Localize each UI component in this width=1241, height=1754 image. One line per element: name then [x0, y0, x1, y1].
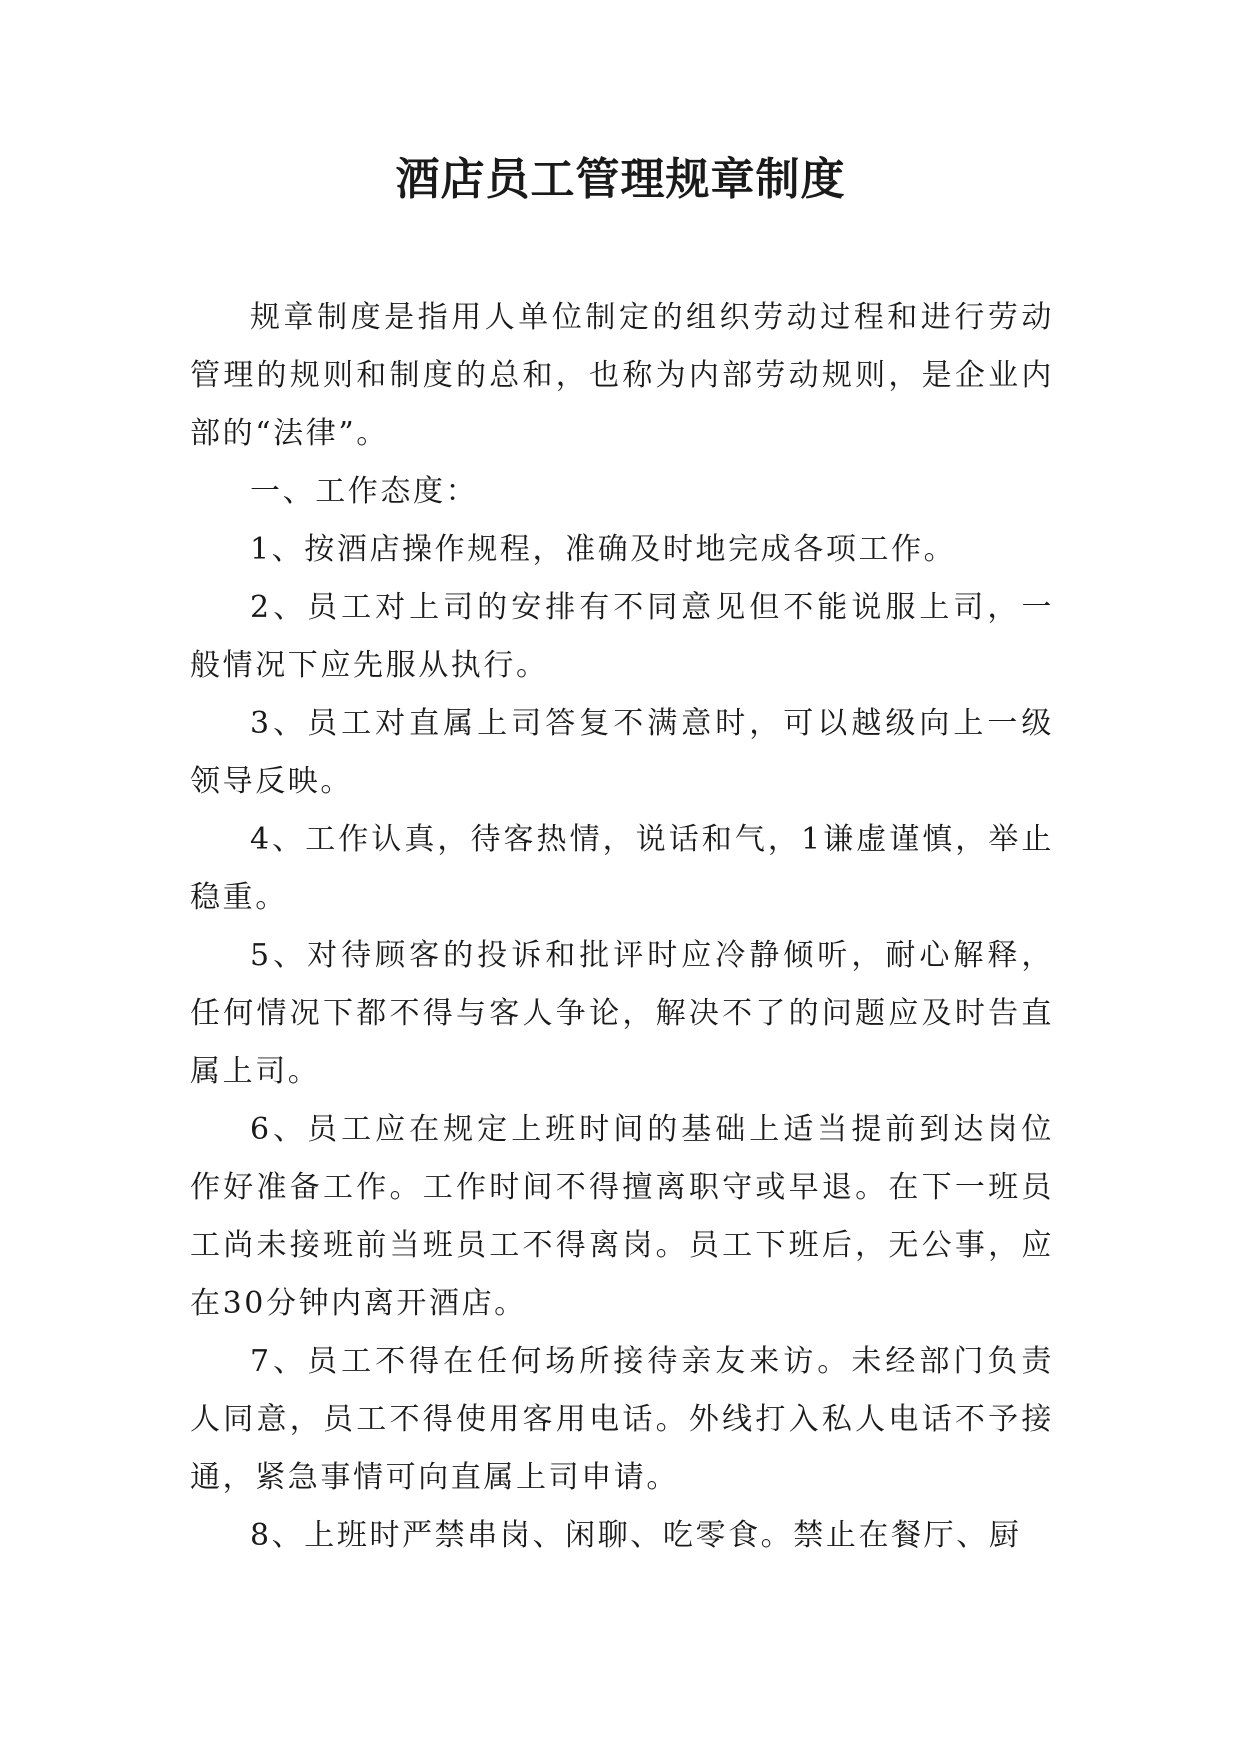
- document-body: [190, 289, 1054, 1565]
- rule-item-1: 1、按酒店操作规程，准确及时地完成各项工作。: [250, 532, 957, 567]
- rule-item-8: 8、上班时严禁串岗、闲聊、吃零食。禁止在餐厅、厨: [250, 1518, 1022, 1553]
- rule-item-3: 3、员工对直属上司答复不满意时，可以越级向上一级领导反映。: [190, 706, 1054, 799]
- paragraph-intro: 规章制度是指用人单位制定的组织劳动过程和进行劳动管理的规则和制度的总和，也称为内部劳动规则，是企业内部的“法律”。: [190, 300, 1054, 451]
- document-title: 酒店员工管理规章制度: [395, 154, 846, 205]
- rule-item-2: 2、员工对上司的安排有不同意见但不能说服上司，一般情况下应先服从执行。: [190, 590, 1054, 683]
- rule-item-6: 6、员工应在规定上班时间的基础上适当提前到达岗位作好准备工作。工作时间不得擅离职守或早退。在下一班员工尚未接班前当班员工不得离岗。员工下班后，无公事，应在30分钟内离开酒店。: [190, 1112, 1054, 1321]
- rule-item-5: 5、对待顾客的投诉和批评时应冷静倾听，耐心解释，任何情况下都不得与客人争论，解决不了的问题应及时告直属上司。: [190, 938, 1054, 1089]
- rule-item-7: 7、员工不得在任何场所接待亲友来访。未经部门负责人同意，员工不得使用客用电话。外线打入私人电话不予接通，紧急事情可向直属上司申请。: [190, 1344, 1054, 1495]
- section-heading-work-attitude: 一、工作态度：: [250, 474, 479, 509]
- rule-item-4: 4、工作认真，待客热情，说话和气，1谦虚谨慎，举止稳重。: [190, 822, 1054, 915]
